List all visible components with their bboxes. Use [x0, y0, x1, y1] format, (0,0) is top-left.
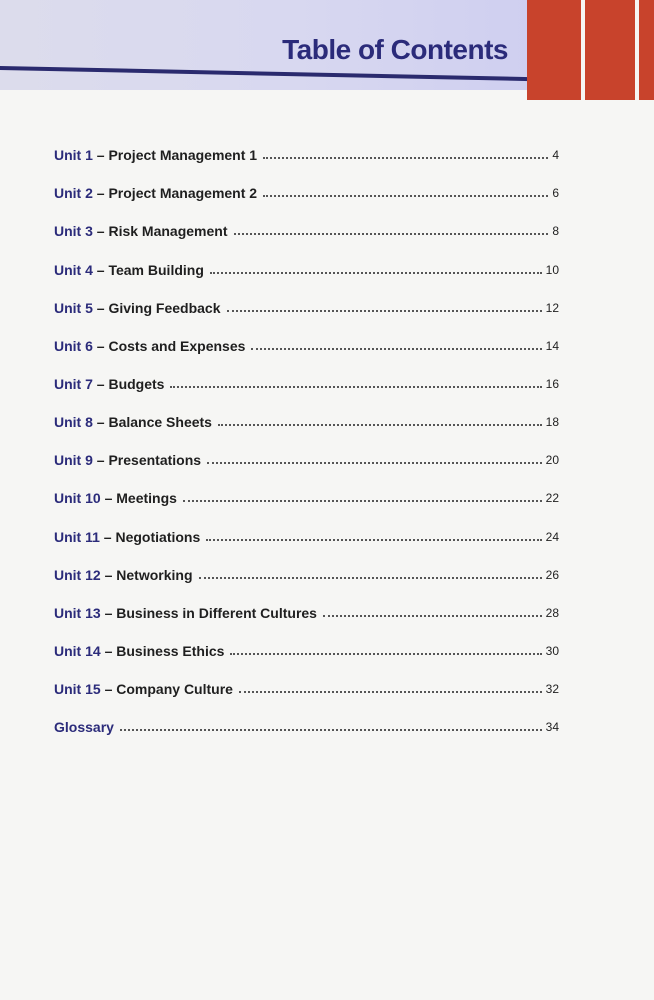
toc-leader-dots	[207, 462, 542, 464]
toc-entry[interactable]	[54, 639, 559, 659]
toc-leader-dots	[170, 386, 541, 388]
toc-unit-label: Unit 8	[54, 414, 93, 430]
toc-unit-label: Unit 13	[54, 605, 101, 621]
toc-page-number: 30	[545, 644, 559, 658]
toc-leader-dots	[230, 653, 541, 655]
toc-leader-dots	[206, 539, 541, 541]
toc-entry[interactable]	[54, 601, 559, 621]
toc-separator: –	[92, 376, 109, 392]
toc-leader-dots	[227, 310, 542, 312]
toc-page-number: 22	[545, 491, 559, 505]
toc-entry[interactable]	[54, 334, 559, 354]
toc-leader-dots	[263, 195, 548, 197]
toc-leader-dots	[251, 348, 541, 350]
toc-leader-dots	[210, 272, 542, 274]
toc-entry[interactable]	[54, 219, 559, 239]
toc-leader-dots	[263, 157, 548, 159]
toc-entry[interactable]	[54, 677, 559, 697]
toc-entry[interactable]	[54, 181, 559, 201]
toc-entry[interactable]	[54, 525, 559, 545]
toc-separator: –	[100, 567, 117, 583]
toc-unit-label: Unit 4	[54, 262, 93, 278]
toc-page-number: 24	[545, 530, 559, 544]
toc-entry-title: Negotiations	[115, 529, 201, 545]
toc-leader-dots	[199, 577, 542, 579]
toc-entry-title: Giving Feedback	[108, 300, 221, 316]
toc-separator: –	[92, 262, 109, 278]
toc-entry-title: Company Culture	[116, 681, 233, 697]
toc-page-number: 18	[545, 415, 559, 429]
toc-page-number: 32	[545, 682, 559, 696]
toc-unit-label: Unit 9	[54, 452, 93, 468]
toc-entry[interactable]	[54, 410, 559, 430]
toc-leader-dots	[239, 691, 542, 693]
toc-entry-title: Balance Sheets	[108, 414, 212, 430]
toc-unit-label: Unit 12	[54, 567, 101, 583]
toc-separator: –	[100, 643, 117, 659]
toc-page-number: 20	[545, 453, 559, 467]
toc-entry[interactable]	[54, 143, 559, 163]
toc-unit-label: Unit 14	[54, 643, 101, 659]
toc-unit-label: Unit 15	[54, 681, 101, 697]
toc-leader-dots	[218, 424, 542, 426]
toc-page-number: 10	[545, 263, 559, 277]
toc-separator: –	[92, 414, 109, 430]
toc-page-number: 8	[552, 224, 559, 238]
toc-page-number: 6	[552, 186, 559, 200]
toc-entry-title: Business Ethics	[116, 643, 225, 659]
toc-entry-title: Business in Different Cultures	[116, 605, 317, 621]
toc-entry-title: Risk Management	[108, 223, 228, 239]
toc-separator: –	[92, 223, 109, 239]
toc-leader-dots	[120, 729, 542, 731]
toc-page-number: 28	[545, 606, 559, 620]
toc-unit-label: Unit 7	[54, 376, 93, 392]
toc-unit-label: Unit 3	[54, 223, 93, 239]
toc-page-number: 26	[545, 568, 559, 582]
toc-leader-dots	[234, 233, 549, 235]
toc-entry[interactable]	[54, 563, 559, 583]
toc-separator: –	[99, 529, 116, 545]
toc-entry[interactable]	[54, 258, 559, 278]
toc-entry[interactable]	[54, 372, 559, 392]
toc-entry-title: Presentations	[108, 452, 202, 468]
toc-entry[interactable]	[54, 448, 559, 468]
toc-entry[interactable]	[54, 715, 559, 735]
toc-unit-label: Unit 11	[54, 529, 100, 545]
toc-unit-label: Unit 10	[54, 490, 101, 506]
toc-unit-label: Glossary	[54, 719, 114, 735]
toc-separator: –	[92, 300, 109, 316]
toc-leader-dots	[323, 615, 542, 617]
toc-separator: –	[92, 147, 109, 163]
toc-separator: –	[92, 452, 109, 468]
toc-unit-label: Unit 1	[54, 147, 93, 163]
toc-entry-title: Meetings	[116, 490, 177, 506]
toc-entry[interactable]	[54, 486, 559, 506]
toc-page-number: 16	[545, 377, 559, 391]
toc-unit-label: Unit 5	[54, 300, 93, 316]
toc-separator: –	[92, 185, 109, 201]
toc-entry-title: Budgets	[108, 376, 165, 392]
toc-separator: –	[100, 681, 117, 697]
toc-page-number: 12	[545, 301, 559, 315]
toc-entry-title: Networking	[116, 567, 193, 583]
toc-leader-dots	[183, 500, 542, 502]
toc-separator: –	[92, 338, 109, 354]
page-title: Table of Contents	[282, 34, 508, 65]
toc-unit-label: Unit 6	[54, 338, 93, 354]
toc-separator: –	[100, 605, 117, 621]
toc-entry-title: Project Management 2	[108, 185, 258, 201]
toc-entry-title: Project Management 1	[108, 147, 258, 163]
toc-page-number: 14	[545, 339, 559, 353]
toc-page-number: 34	[545, 720, 559, 734]
toc-separator: –	[100, 490, 117, 506]
toc-entry[interactable]	[54, 296, 559, 316]
toc-entry-title: Costs and Expenses	[108, 338, 246, 354]
toc-entry-title: Team Building	[108, 262, 204, 278]
toc-unit-label: Unit 2	[54, 185, 93, 201]
toc-page-number: 4	[552, 148, 559, 162]
